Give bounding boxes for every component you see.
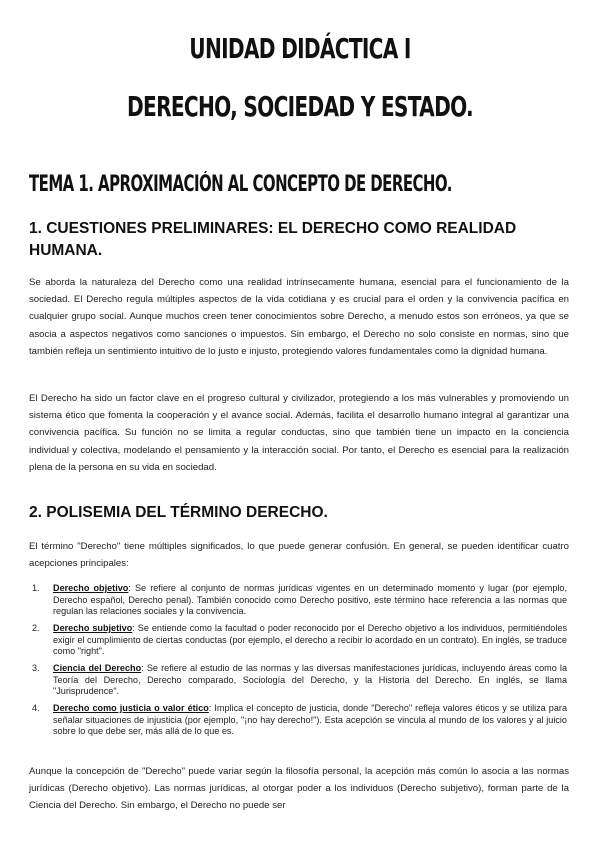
- list-item-number: 4.: [32, 703, 40, 713]
- section-2-intro: El término "Derecho" tiene múltiples significados, lo que puede generar confusión. En general, se pueden identificar cuatro acepciones principales:: [29, 541, 569, 570]
- list-item-term: Derecho como justicia o valor ético: [53, 703, 209, 713]
- section-1-paragraph-1: Se aborda la naturaleza del Derecho como una realidad intrínsecamente humana, esencial para el funcionamiento de la sociedad. El Derecho regula múltiples aspectos de la vida cotidiana y es crucial para el orden y la convivencia pacífica en cualquier grupo social. Aunque muchos creen tener conocimientos sobre Derecho, a menudo estos son erróneos, ya que se asocia a aspectos negativos como sanciones o impuestos. Sin embargo, el Derecho no solo consiste en normas, sino que también refleja un sentimiento intuitivo de lo justo e injusto, protegiendo valores fundamentales como la dignidad humana.: [29, 277, 569, 357]
- list-item-text: : Se refiere al estudio de las normas y las diversas manifestaciones jurídicas, incluyendo áreas como la Teoría del Derecho, Derecho comparado, Sociología del Derecho, y la Historia del Derecho. En inglés, se llama "Jurisprudence".: [53, 663, 567, 696]
- list-item-number: 1.: [32, 583, 40, 593]
- list-item-number: 2.: [32, 623, 40, 633]
- list-item-number: 3.: [32, 663, 40, 673]
- list-item-term: Ciencia del Derecho: [53, 663, 142, 673]
- section-1-title: 1. CUESTIONES PRELIMINARES: EL DERECHO COMO REALIDAD HUMANA.: [29, 220, 517, 259]
- list-item-term: Derecho subjetivo: [53, 623, 133, 633]
- unit-title-line-2: DERECHO, SOCIEDAD Y ESTADO.: [126, 90, 474, 123]
- unit-title-line-1: UNIDAD DIDÁCTICA I: [189, 32, 411, 65]
- section-2-closing: Aunque la concepción de "Derecho" puede variar según la filosofía personal, la acepción más común lo asocia a las normas jurídicas (Derecho objetivo). Las normas jurídicas, al otorgar poder a los individuos (Derecho subjetivo), forman parte de la Ciencia del Derecho. Sin embargo, el Derecho no puede ser: [29, 766, 569, 812]
- section-2-title: 2. POLISEMIA DEL TÉRMINO DERECHO.: [29, 504, 328, 521]
- section-1-paragraph-2: El Derecho ha sido un factor clave en el progreso cultural y civilizador, protegiendo a los más vulnerables y promoviendo un sistema ético que fomenta la cooperación y el avance social. Además, facilita el desarrollo humano integral al garantizar una convivencia pacífica. Su función no se limita a regular conductas, sino que también tiene un impacto en la conciencia individual y colectiva, modelando el pensamiento y la interacción social. Por tanto, el Derecho es esencial para la realización plena de la persona en su vida en sociedad.: [29, 393, 569, 473]
- list-item-text: : Implica el concepto de justicia, donde "Derecho" refleja valores éticos y se utiliza para señalar situaciones de injusticia (por ejemplo, "¡no hay derecho!"). Esta acepción se vincula al mundo de los valores y al juicio sobre lo que debe ser, más allá de lo que es.: [53, 703, 568, 736]
- list-item-term: Derecho objetivo: [53, 583, 129, 593]
- tema-title: TEMA 1. APROXIMACIÓN AL CONCEPTO DE DERECHO.: [29, 172, 452, 197]
- list-item: [29, 583, 567, 618]
- list-item-text: : Se entiende como la facultad o poder reconocido por el Derecho objetivo a los individuos, permitiéndoles exigir el cumplimiento de ciertas conductas (por ejemplo, el derecho a recibir lo acordado en un contrato). En inglés, se traduce como "right".: [53, 623, 567, 656]
- acepciones-list: [29, 583, 567, 743]
- list-item-text: : Se refiere al conjunto de normas jurídicas vigentes en un determinado momento y lugar (por ejemplo, Derecho español, Derecho penal). También conocido como Derecho positivo, este término hace referencia a las normas que regulan las relaciones sociales y la convivencia.: [53, 583, 568, 616]
- list-item: [29, 623, 567, 658]
- list-item: [29, 703, 567, 738]
- list-item: [29, 663, 567, 698]
